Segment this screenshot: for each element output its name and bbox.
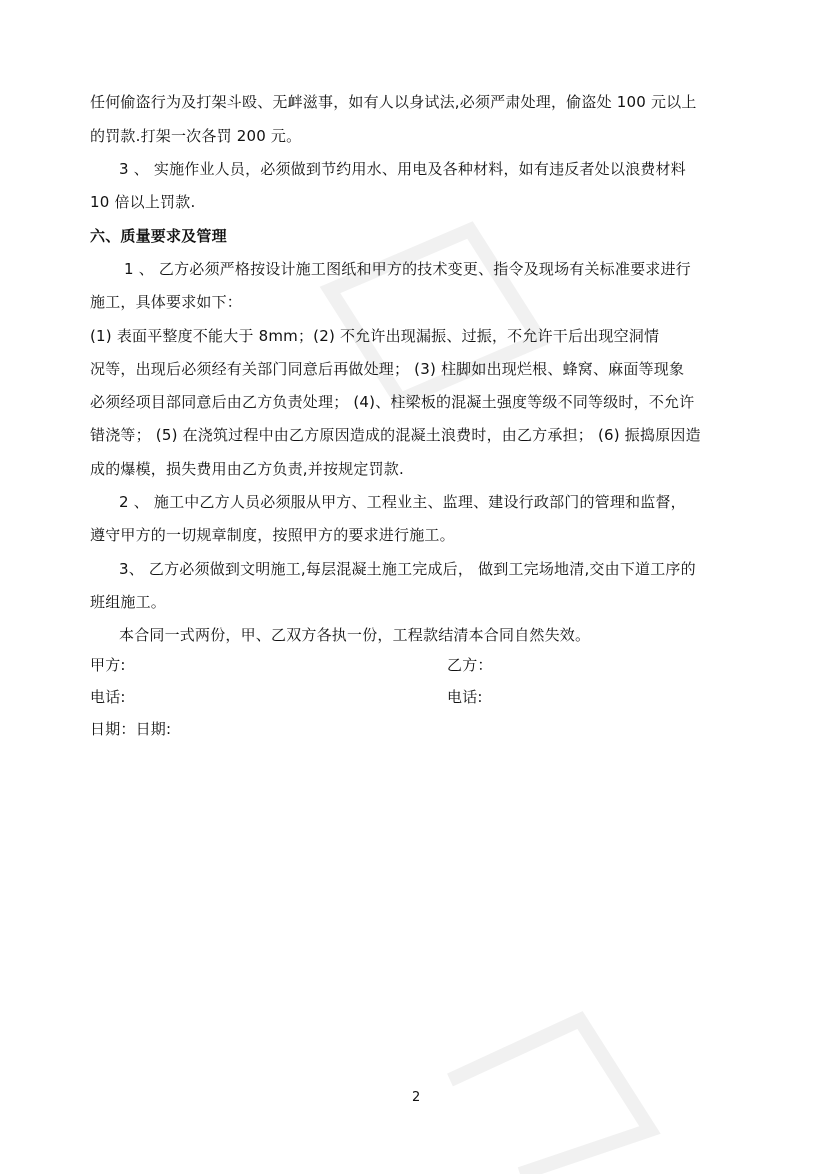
paragraph-line-13: 遵守甲方的一切规章制度，按照甲方的要求进行施工。 <box>90 526 455 544</box>
paragraph-line-9: 必须经项目部同意后由乙方负责处理； (4)、柱梁板的混凝土强度等级不同等级时，不允许 <box>90 393 695 411</box>
paragraph-line-5: 1 、 乙方必须严格按设计施工图纸和甲方的技术变更、指令及现场有关标准要求进行 <box>124 260 691 278</box>
party-a-phone-label: 电话: <box>90 688 126 706</box>
party-b-label: 乙方： <box>447 656 493 674</box>
paragraph-line-8: 况等，出现后必须经有关部门同意后再做处理； (3) 柱脚如出现烂根、蜂窝、麻面等现象 <box>90 360 685 378</box>
paragraph-line-15: 班组施工。 <box>90 593 167 611</box>
paragraph-line-2: 的罚款.打架一次各罚 200 元。 <box>90 127 302 145</box>
paragraph-line-7: (1) 表面平整度不能大于 8mm；(2) 不允许出现漏振、过振，不允许干后出现空洞情 <box>90 327 660 345</box>
paragraph-line-4: 10 倍以上罚款. <box>90 193 196 211</box>
party-a-label: 甲方: <box>90 656 126 674</box>
paragraph-line-10: 错浇等； (5) 在浇筑过程中由乙方原因造成的混凝土浪费时，由乙方承担； (6) 振捣原因造 <box>90 426 701 444</box>
paragraph-line-1: 任何偷盗行为及打架斗殴、无衅滋事，如有人以身试法,必须严肃处理，偷盗处 100 元以上 <box>90 93 697 111</box>
paragraph-line-6: 施工，具体要求如下： <box>90 293 243 311</box>
date-line: 日期：日期: <box>90 720 172 738</box>
party-b-phone-label: 电话: <box>447 688 483 706</box>
section-heading: 六、质量要求及管理 <box>90 227 227 245</box>
paragraph-line-11: 成的爆模，损失费用由乙方负责,并按规定罚款. <box>90 460 404 478</box>
paragraph-line-14: 3、 乙方必须做到文明施工,每层混凝土施工完成后， 做到工完场地清,交由下道工序的 <box>119 560 696 578</box>
paragraph-line-3: 3 、 实施作业人员，必须做到节约用水、用电及各种材料，如有违反者处以浪费材料 <box>119 160 686 178</box>
page-number: 2 <box>412 1090 421 1105</box>
paragraph-line-12: 2 、 施工中乙方人员必须服从甲方、工程业主、监理、建设行政部门的管理和监督， <box>119 493 686 511</box>
paragraph-line-16: 本合同一式两份，甲、乙双方各执一份，工程款结清本合同自然失效。 <box>119 626 591 644</box>
